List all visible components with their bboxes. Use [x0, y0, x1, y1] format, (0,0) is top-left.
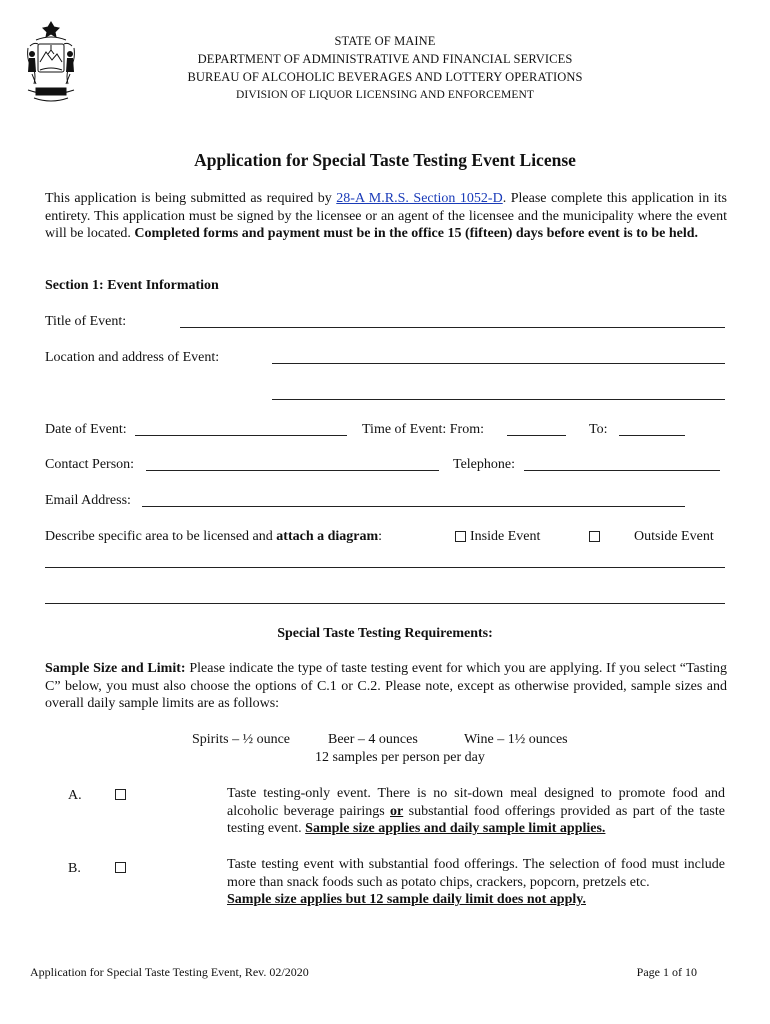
time-from-label: Time of Event: From:	[362, 422, 484, 437]
option-a-checkbox[interactable]	[115, 789, 126, 800]
inside-event-checkbox[interactable]	[455, 531, 466, 542]
option-a-text-2: substantial food offerings provided as part of the taste testing event.	[227, 803, 725, 836]
describe-area-label	[45, 529, 382, 545]
time-from-field[interactable]	[507, 435, 566, 436]
time-to-label: To:	[589, 422, 608, 437]
intro-deadline: Completed forms and payment must be in the office 15 (fifteen) days before event is to be held.	[134, 226, 698, 241]
contact-field[interactable]	[146, 470, 439, 471]
describe-diagram-text: attach a diagram	[276, 529, 379, 544]
location-label: Location and address of Event:	[45, 350, 220, 365]
outside-event-checkbox[interactable]	[589, 531, 600, 542]
sample-size-heading: Sample Size and Limit:	[45, 661, 186, 676]
sample-size-text: Please indicate the type of taste testing event for which you are applying. If you select “Tasting C” below, you must also choose the options of C.1 or C.2. Please note, except as otherwise provided, sample sizes and overall daily sample limits are as follows:	[45, 661, 727, 711]
telephone-field[interactable]	[524, 470, 720, 471]
sample-size-paragraph	[45, 660, 727, 713]
contact-label: Contact Person:	[45, 457, 135, 472]
section1-heading: Section 1: Event Information	[45, 278, 219, 293]
title-of-event-field[interactable]	[180, 327, 725, 328]
option-a-limit: Sample size applies and daily sample limit applies.	[305, 821, 606, 836]
page-title: Application for Special Taste Testing Event License	[194, 150, 576, 170]
title-of-event-label: Title of Event:	[45, 314, 127, 329]
daily-sample-limit: 12 samples per person per day	[315, 750, 485, 765]
option-a-text-1: Taste testing-only event. There is no sit-down meal designed to promote food and alcoholic beverage pairings	[227, 786, 725, 819]
date-label: Date of Event:	[45, 422, 127, 437]
describe-area-field-1[interactable]	[45, 567, 725, 568]
wine-size: Wine – 1½ ounces	[464, 732, 568, 747]
email-label: Email Address:	[45, 493, 131, 508]
option-b-letter: B.	[68, 861, 81, 876]
option-b-limit: Sample size applies but 12 sample daily limit does not apply.	[227, 892, 586, 907]
header-division: DIVISION OF LIQUOR LICENSING AND ENFORCEMENT	[236, 89, 534, 101]
spirits-size: Spirits – ½ ounce	[192, 732, 290, 747]
telephone-label: Telephone:	[453, 457, 515, 472]
beer-size: Beer – 4 ounces	[328, 732, 418, 747]
outside-event-label: Outside Event	[634, 529, 714, 544]
describe-colon: :	[378, 529, 383, 544]
intro-text-1: This application is being submitted as required by	[45, 191, 337, 206]
header-bureau: BUREAU OF ALCOHOLIC BEVERAGES AND LOTTERY OPERATIONS	[187, 70, 583, 84]
option-b-text-1: Taste testing event with substantial food offerings. The selection of food must include more than snack foods such as potato chips, crackers, popcorn, pretzels etc.	[227, 857, 725, 890]
footer-form-name: Application for Special Taste Testing Event, Rev. 02/2020	[30, 965, 309, 979]
time-to-field[interactable]	[619, 435, 685, 436]
requirements-heading: Special Taste Testing Requirements:	[277, 626, 493, 641]
header-department: DEPARTMENT OF ADMINISTRATIVE AND FINANCIAL SERVICES	[197, 52, 573, 66]
describe-area-field-2[interactable]	[45, 603, 725, 604]
option-a-text	[227, 785, 725, 838]
date-field[interactable]	[135, 435, 347, 436]
location-field-2[interactable]	[272, 399, 725, 400]
location-field-1[interactable]	[272, 363, 725, 364]
intro-paragraph	[45, 190, 727, 243]
option-b-text	[227, 856, 725, 909]
inside-event-label: Inside Event	[470, 529, 541, 544]
statute-link[interactable]: 28-A M.R.S. Section 1052-D	[336, 191, 503, 206]
option-a-letter: A.	[68, 788, 82, 803]
footer-page-number: Page 1 of 10	[636, 965, 697, 979]
option-b-checkbox[interactable]	[115, 862, 126, 873]
describe-text: Describe specific area to be licensed and	[45, 529, 277, 544]
option-a-or: or	[390, 803, 404, 819]
email-field[interactable]	[142, 506, 685, 507]
header-state: STATE OF MAINE	[334, 34, 436, 48]
intro-text-2: . Please complete this application in its entirety. This application must be signed by the licensee or an agent of the licensee and the municipality where the event will be located.	[45, 191, 727, 241]
